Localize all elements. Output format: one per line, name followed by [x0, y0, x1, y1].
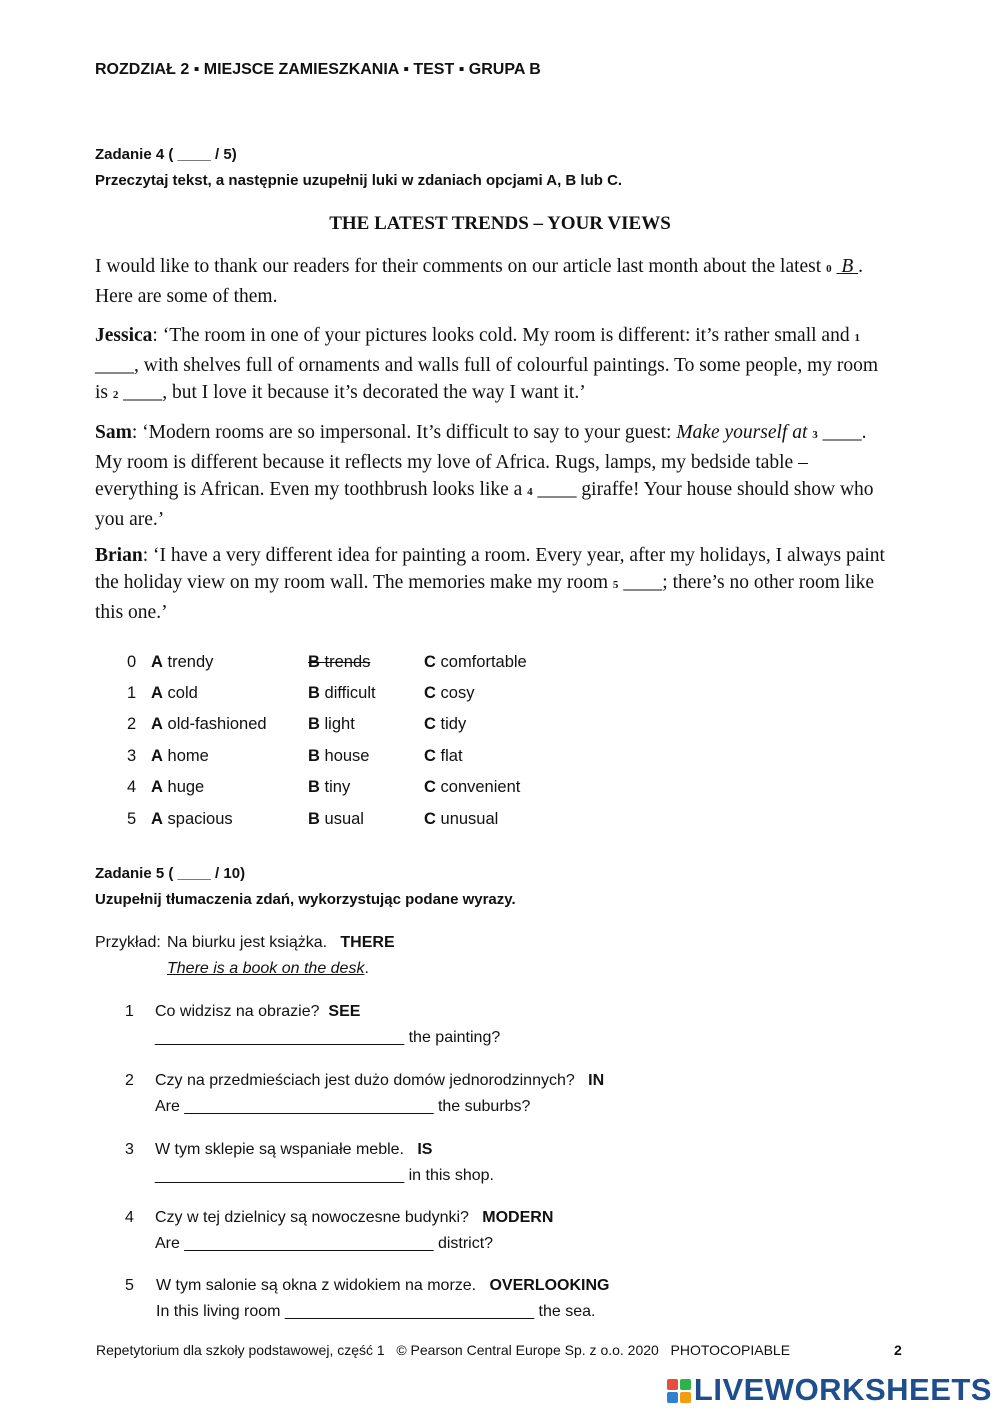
- option-b[interactable]: B usual: [308, 810, 364, 828]
- gap-4[interactable]: ____: [537, 479, 577, 500]
- jessica-name: Jessica: [95, 325, 153, 346]
- sam-name: Sam: [95, 422, 132, 443]
- article-title: THE LATEST TRENDS – YOUR VIEWS: [329, 213, 671, 234]
- option-c[interactable]: C tidy: [424, 715, 467, 733]
- gap-5[interactable]: ____: [623, 572, 663, 593]
- answer-line[interactable]: Are ____________________________ the suburbs?: [155, 1098, 531, 1115]
- option-b[interactable]: B trends: [308, 653, 371, 671]
- example-answer-line: There is a book on the desk.: [167, 960, 369, 977]
- option-b[interactable]: B tiny: [308, 778, 351, 796]
- option-b[interactable]: B house: [308, 747, 370, 765]
- option-b[interactable]: B difficult: [308, 684, 376, 702]
- liveworksheets-watermark[interactable]: LIVEWORKSHEETS: [667, 1372, 992, 1408]
- option-c[interactable]: C comfortable: [424, 653, 527, 671]
- gap-1[interactable]: ____: [95, 355, 134, 376]
- gap-3[interactable]: ____: [822, 422, 862, 443]
- gap-2[interactable]: ____: [123, 382, 163, 403]
- task4-title: Zadanie 4 ( ____ / 5): [95, 146, 237, 163]
- answer-line[interactable]: Are ____________________________ district?: [155, 1235, 494, 1252]
- option-c[interactable]: C convenient: [424, 778, 521, 796]
- option-c[interactable]: C flat: [424, 747, 463, 765]
- example-sentence: Na biurku jest książka. THERE: [167, 934, 395, 951]
- jessica-paragraph: Jessica: ‘The room in one of your pictures looks cold. My room is different: it’s rather small and 1 ____, with shelves full of ornaments and walls full of colourful paintings. To some people, my room is 2 ____, but I love it because it’s decorated the way I want it.’: [95, 322, 895, 409]
- option-a[interactable]: A old-fashioned: [151, 715, 267, 733]
- option-c[interactable]: C cosy: [424, 684, 475, 702]
- page-number: 2: [894, 1342, 902, 1358]
- example-answer: B: [841, 256, 854, 277]
- option-a[interactable]: A huge: [151, 778, 205, 796]
- task5-instruction: Uzupełnij tłumaczenia zdań, wykorzystując podane wyrazy.: [95, 891, 516, 908]
- task4-instruction: Przeczytaj tekst, a następnie uzupełnij luki w zdaniach opcjami A, B lub C.: [95, 172, 623, 189]
- answer-line[interactable]: ____________________________ in this shop.: [155, 1167, 494, 1184]
- brian-paragraph: Brian: ‘I have a very different idea for painting a room. Every year, after my holidays, I always paint the holiday view on my room wall. The memories make my room 5 ____; there’s no other room like this one.’: [95, 545, 885, 623]
- answer-line[interactable]: In this living room ____________________________ the sea.: [156, 1303, 596, 1320]
- liveworksheets-logo-icon: [667, 1379, 691, 1403]
- answer-line[interactable]: ____________________________ the painting?: [155, 1029, 501, 1046]
- brian-name: Brian: [95, 545, 143, 566]
- article-intro: I would like to thank our readers for their comments on our article last month about the latest 0 B . Here are some of them.: [95, 256, 863, 307]
- option-c[interactable]: C unusual: [424, 810, 499, 828]
- option-a[interactable]: A spacious: [151, 810, 233, 828]
- footer-text: Repetytorium dla szkoły podstawowej, część 1 © Pearson Central Europe Sp. z o.o. 2020 PHOTOCOPIABLE: [96, 1342, 791, 1358]
- option-b[interactable]: B light: [308, 715, 355, 733]
- page-header: ROZDZIAŁ 2 ▪ MIEJSCE ZAMIESZKANIA ▪ TEST ▪ GRUPA B: [95, 61, 541, 78]
- sam-paragraph: Sam: ‘Modern rooms are so impersonal. It’s difficult to say to your guest: Make yourself at 3 ____. My room is different because it reflects my love of Africa. Rugs, lamps, my bedside table – everything is African. Even my toothbrush looks like a 4 ____ giraffe! Your house should show who you are.’: [95, 419, 895, 533]
- option-a[interactable]: A trendy: [151, 653, 214, 671]
- option-a[interactable]: A cold: [151, 684, 198, 702]
- option-a[interactable]: A home: [151, 747, 209, 765]
- example-label: Przykład:: [95, 934, 161, 951]
- task5-title: Zadanie 5 ( ____ / 10): [95, 865, 246, 882]
